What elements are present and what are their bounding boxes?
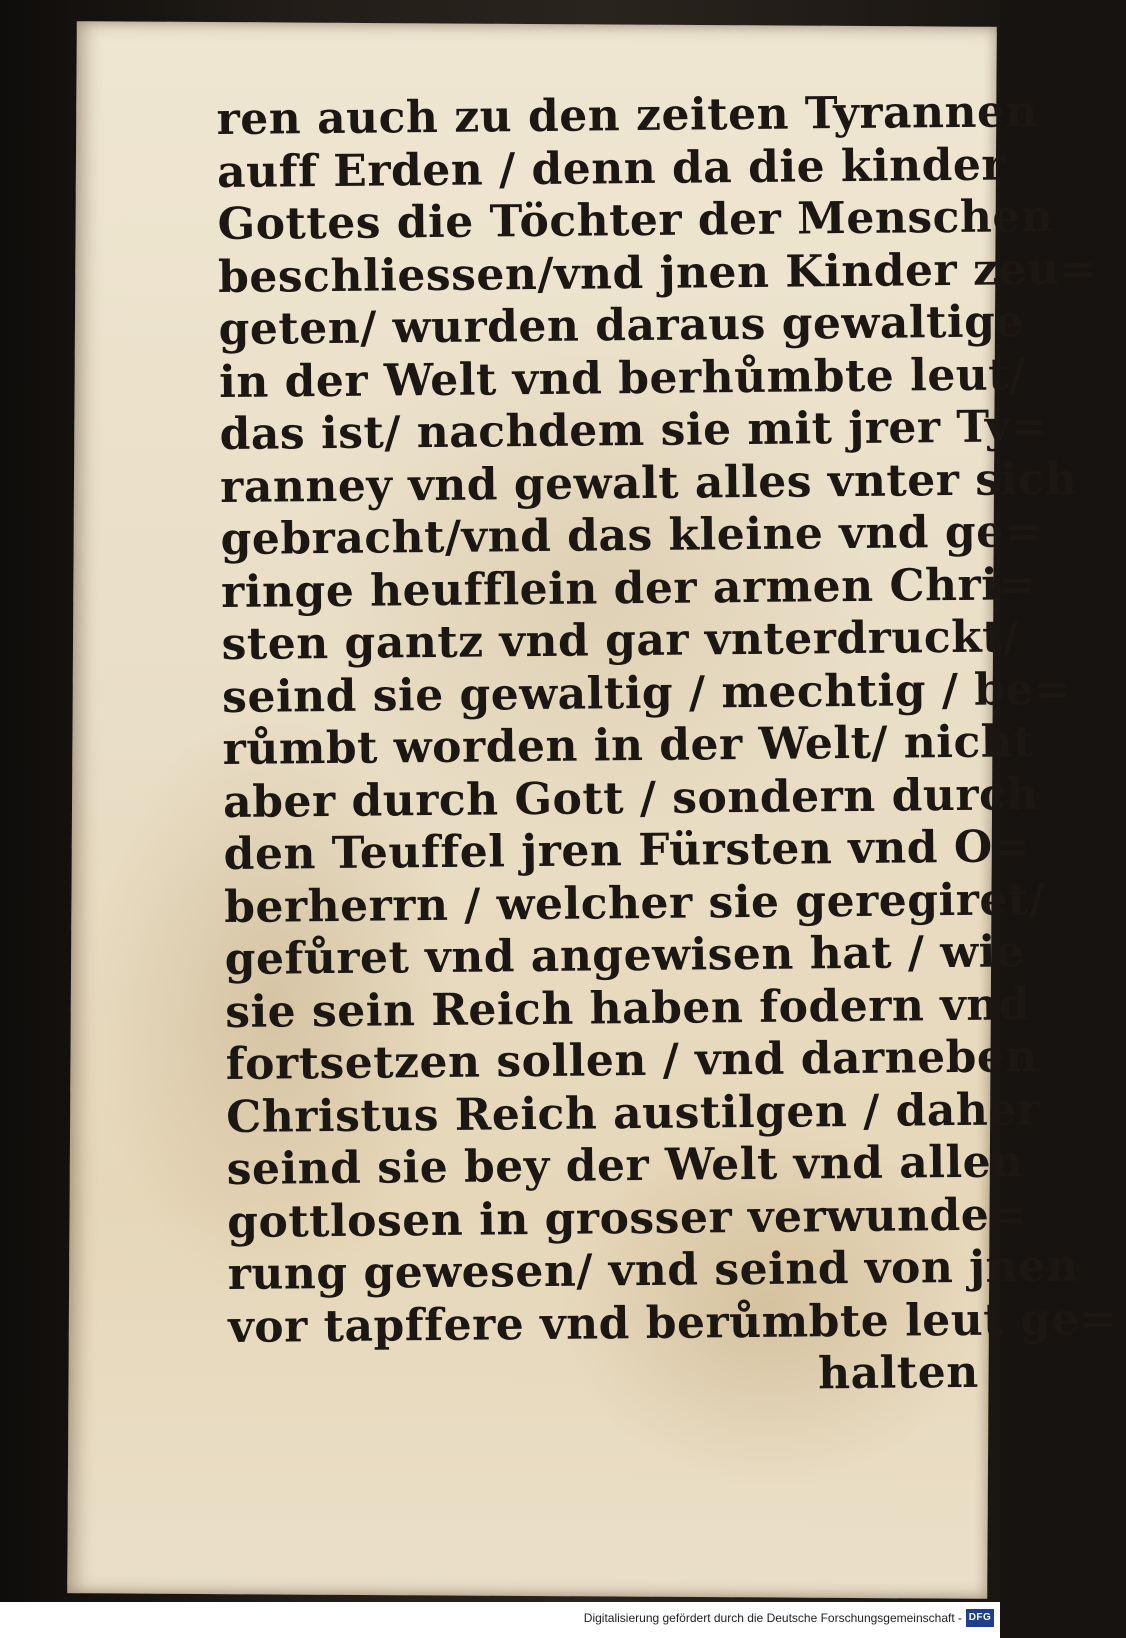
text-line: das ist/ nachdem sie mit jrer Ty= [219, 401, 1049, 461]
digitization-footer [0, 1602, 1000, 1638]
text-line: in der Welt vnd berhůmbte leut/ [218, 348, 1026, 408]
text-line: berherrn / welcher sie geregiret/ [223, 873, 1046, 933]
funding-notice: Digitalisierung gefördert durch die Deutsche Forschungsgemeinschaft - [583, 1611, 962, 1625]
text-line: den Teuffel jren Fürsten vnd O= [223, 821, 1031, 881]
dfg-logo[interactable]: DFG [966, 1609, 994, 1627]
text-line: aber durch Gott / sondern durch [222, 768, 1040, 828]
text-line: růmbt worden in der Welt/ nicht [222, 716, 1035, 776]
text-line: beschliessen/vnd jnen Kinder zeu= [217, 243, 1098, 303]
catchword: halten [817, 1346, 979, 1400]
text-line: Gottes die Töchter der Menschen [217, 191, 1054, 251]
text-line: gefůret vnd angewisen hat / wie [224, 926, 1025, 986]
text-line: fortsetzen sollen / vnd darneben [225, 1031, 1039, 1091]
text-line: seind sie gewaltig / mechtig / be= [221, 663, 1072, 723]
text-line: Christus Reich austilgen / daher [225, 1083, 1041, 1143]
text-line: ranney vnd gewalt alles vnter sich [219, 453, 1078, 513]
text-line: gebracht/vnd das kleine vnd ge= [220, 506, 1043, 566]
text-line: geten/ wurden daraus gewaltige [218, 296, 1025, 356]
text-line: sie sein Reich haben fodern vnd [224, 978, 1031, 1038]
text-line: auff Erden / denn da die kinder [216, 138, 1006, 198]
text-line: vor tapffere vnd berůmbte leut ge= [227, 1292, 1118, 1353]
page-text [216, 86, 1118, 1407]
text-line: rung gewesen/ vnd seind von jnen [227, 1240, 1080, 1301]
text-line: seind sie bey der Welt vnd allen [226, 1136, 1024, 1196]
text-line: ren auch zu den zeiten Tyrannen [216, 86, 1039, 146]
text-line: gottlosen in grosser verwunde= [226, 1188, 1027, 1248]
text-line: sten gantz vnd gar vnterdruckt/ [221, 611, 1020, 671]
book-page [67, 21, 1118, 1599]
text-line: ringe heufflein der armen Chri= [220, 558, 1036, 618]
